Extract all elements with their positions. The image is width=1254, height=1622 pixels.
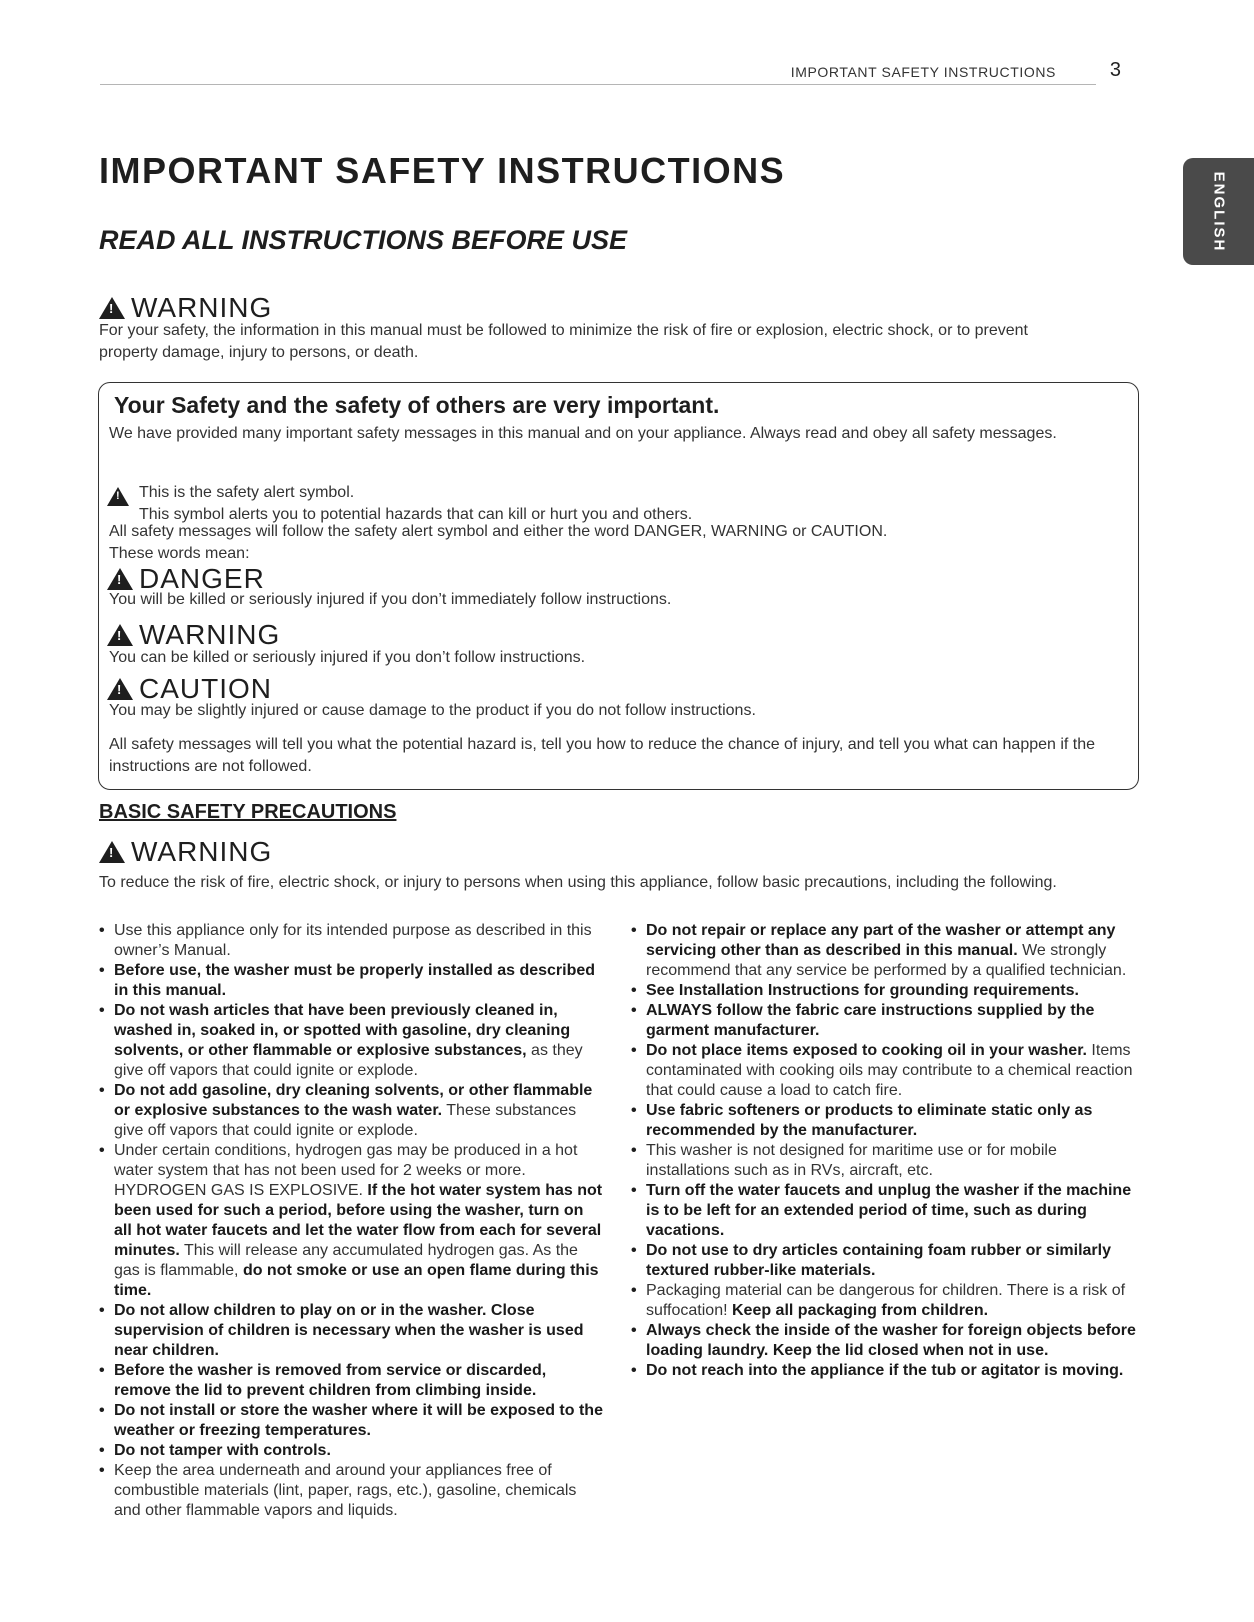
danger-triangle-icon (107, 568, 133, 590)
precaution-text: Packaging material can be dangerous for children. There is a risk of suffocation! (646, 1282, 1126, 1319)
precaution-text: Do not reach into the appliance if the tub or agitator is moving. (646, 1362, 1124, 1379)
caution-heading (107, 675, 272, 703)
precautions-right-column (631, 921, 1136, 1381)
warning-level-label: WARNING (139, 619, 281, 650)
precaution-item (99, 1301, 604, 1361)
precaution-text: Always check the inside of the washer for foreign objects before loading laundry. Keep the lid closed when not in use. (646, 1322, 1136, 1359)
danger-label: DANGER (139, 563, 265, 594)
intro-warning-heading (99, 294, 272, 322)
basic-warning-heading (99, 838, 272, 866)
precaution-item (631, 1041, 1136, 1101)
precaution-text: We strongly recommend that any service be performed by a qualified technician. (646, 942, 1127, 979)
page-title: IMPORTANT SAFETY INSTRUCTIONS (99, 150, 786, 191)
warning-level-text: You can be killed or seriously injured if you don’t follow instructions. (109, 649, 586, 666)
precaution-item (631, 1281, 1136, 1321)
symbol-line-2: This symbol alerts you to potential hazards that can kill or hurt you and others. (139, 506, 693, 523)
precaution-item (631, 1361, 1136, 1381)
language-tab (1183, 158, 1254, 265)
precaution-item (99, 921, 604, 961)
precaution-text: These substances give off vapors that could ignite or explode. (114, 1102, 577, 1139)
precaution-text: Do not repair or replace any part of the washer or attempt any servicing other than as described in this manual. (646, 922, 1116, 959)
precaution-text: Do not tamper with controls. (114, 1442, 331, 1459)
basic-warning-triangle-icon (99, 841, 125, 863)
caution-text: You may be slightly injured or cause damage to the product if you do not follow instructions. (109, 702, 756, 719)
caution-triangle-icon (107, 678, 133, 700)
precaution-text: This will release any accumulated hydrogen gas. As the gas is flammable, (114, 1242, 578, 1279)
precaution-item (99, 1001, 604, 1081)
intro-warning-label: WARNING (131, 292, 273, 323)
precaution-text: Under certain conditions, hydrogen gas may be produced in a hot water system that has not been used for 2 weeks or more. HYDROGEN GAS IS EXPLOSIVE. (114, 1142, 578, 1199)
precaution-text: as they give off vapors that could ignite or explode. (114, 1042, 583, 1079)
precaution-item (631, 1141, 1136, 1181)
precaution-text: Use this appliance only for its intended purpose as described in this owner’s Manual. (114, 922, 592, 959)
precaution-text: If the hot water system has not been used for such a period, before using the washer, turn on all hot water faucets and let the water flow from each for several minutes. (114, 1182, 603, 1259)
precaution-text: Do not use to dry articles containing foam rubber or similarly textured rubber-like materials. (646, 1242, 1111, 1279)
precaution-text: Do not wash articles that have been previously cleaned in, washed in, soaked in, or spotted with gasoline, dry cleaning solvents, or other flammable or explosive substances, (114, 1002, 571, 1059)
safety-alert-icon (107, 487, 129, 506)
warning-triangle-icon (99, 297, 125, 319)
safety-info-box (98, 382, 1139, 790)
precaution-text: Before use, the washer must be properly installed as described in this manual. (114, 962, 596, 999)
header-section-title: IMPORTANT SAFETY INSTRUCTIONS (790, 64, 1056, 80)
precaution-text: Do not install or store the washer where it will be exposed to the weather or freezing temperatures. (114, 1402, 603, 1439)
page-subtitle: READ ALL INSTRUCTIONS BEFORE USE (99, 225, 628, 255)
signal-words-line-1: All safety messages will follow the safety alert symbol and either the word DANGER, WARNING or CAUTION. (109, 523, 888, 540)
danger-text: You will be killed or seriously injured if you don’t immediately follow instructions. (109, 591, 672, 608)
safety-box-closing: All safety messages will tell you what the potential hazard is, tell you how to reduce the chance of injury, and tell you what can happen if the instructions are not followed. (109, 736, 1096, 775)
safety-symbol-row (107, 482, 692, 526)
language-tab-label: ENGLISH (1210, 171, 1227, 252)
precaution-item (631, 1101, 1136, 1141)
caution-label: CAUTION (139, 673, 272, 704)
precaution-item (99, 1141, 604, 1301)
precaution-text: Keep the area underneath and around your appliances free of combustible materials (lint, paper, rags, etc.), gasoline, chemicals and other flammable vapors and liquids. (114, 1462, 577, 1519)
precautions-left-column (99, 921, 604, 1521)
precaution-item (99, 961, 604, 1001)
signal-words-line-2: These words mean: (109, 545, 250, 562)
precaution-text: Do not allow children to play on or in the washer. Close supervision of children is necessary when the washer is used near children. (114, 1302, 584, 1359)
precaution-item (99, 1081, 604, 1141)
basic-warning-label: WARNING (131, 836, 273, 867)
precaution-text: Items contaminated with cooking oils may contribute to a chemical reaction that could cause a load to catch fire. (646, 1042, 1133, 1099)
precaution-item (631, 981, 1136, 1001)
intro-warning-text: For your safety, the information in this manual must be followed to minimize the risk of fire or explosion, electric shock, or to prevent property damage, injury to persons, or death. (99, 322, 1028, 361)
precaution-item (99, 1461, 604, 1521)
precaution-item (99, 1361, 604, 1401)
precaution-item (99, 1441, 604, 1461)
precaution-text: Use fabric softeners or products to eliminate static only as recommended by the manufacturer. (646, 1102, 1093, 1139)
precaution-item (631, 921, 1136, 981)
precaution-text: This washer is not designed for maritime use or for mobile installations such as in RVs, aircraft, etc. (646, 1142, 1057, 1179)
precaution-item (99, 1401, 604, 1441)
warning-level-heading (107, 621, 280, 649)
precaution-text: Do not add gasoline, dry cleaning solvents, or other flammable or explosive substances to the wash water. (114, 1082, 593, 1119)
precaution-item (631, 1001, 1136, 1041)
page-number: 3 (1109, 59, 1121, 81)
precaution-text: Before the washer is removed from service or discarded, remove the lid to prevent children from climbing inside. (114, 1362, 547, 1399)
symbol-line-1: This is the safety alert symbol. (139, 484, 355, 501)
safety-box-title: Your Safety and the safety of others are very important. (114, 392, 720, 418)
precaution-text: ALWAYS follow the fabric care instructions supplied by the garment manufacturer. (646, 1002, 1095, 1039)
precaution-text: Do not place items exposed to cooking oil in your washer. (646, 1042, 1087, 1059)
precaution-text: do not smoke or use an open flame during this time. (114, 1262, 599, 1299)
precaution-item (631, 1321, 1136, 1361)
precaution-item (631, 1181, 1136, 1241)
precaution-item (631, 1241, 1136, 1281)
page-header (100, 59, 1121, 85)
precaution-text: Keep all packaging from children. (731, 1302, 989, 1319)
signal-words-text (109, 521, 1119, 565)
safety-box-intro: We have provided many important safety messages in this manual and on your appliance. Always read and obey all safety messages. (109, 425, 1057, 442)
precaution-text: Turn off the water faucets and unplug the washer if the machine is to be left for an extended period of time, such as during vacations. (646, 1182, 1132, 1239)
basic-safety-heading: BASIC SAFETY PRECAUTIONS (99, 801, 397, 823)
precaution-text: See Installation Instructions for grounding requirements. (646, 982, 1079, 999)
basic-warning-text: To reduce the risk of fire, electric shock, or injury to persons when using this appliance, follow basic precautions, including the following. (99, 874, 1057, 891)
warning-level-triangle-icon (107, 624, 133, 646)
